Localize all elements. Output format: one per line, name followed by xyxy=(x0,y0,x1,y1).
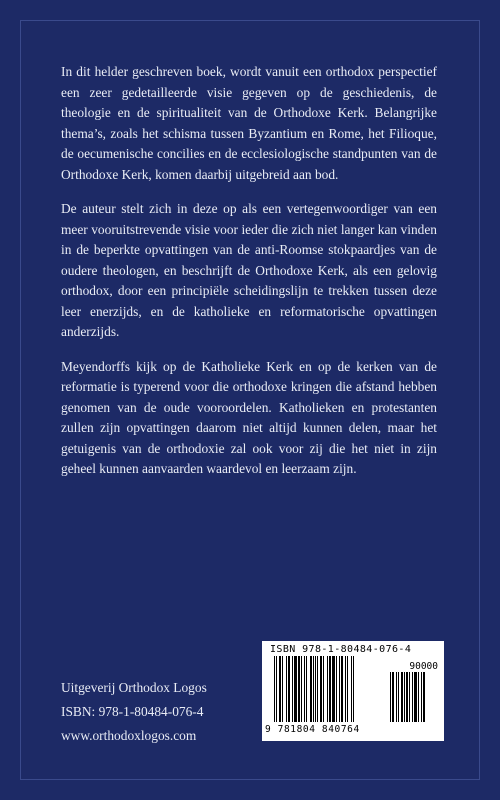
barcode-bars-main xyxy=(274,656,384,722)
blurb-paragraph-2: De auteur stelt zich in deze op als een vertegenwoordiger van een meer vooruitstrevende visie voor ieder die zich niet langer kan vinden in de beperkte opvattingen van de anti-Roomse stokpaardjes van de oudere theologen, en beschrijft de Orthodoxe Kerk, als een gelovig orthodox, door een principiële scheidingslijn te trekken tussen deze leer enerzijds, en de katholieke en reformatorische opvattingen anderzijds. xyxy=(61,201,437,339)
blurb-text xyxy=(61,62,437,494)
barcode-bars-addon xyxy=(390,672,440,722)
publisher-isbn: ISBN: 978-1-80484-076-4 xyxy=(61,704,204,719)
barcode-price-code: 90000 xyxy=(409,661,438,672)
publisher-website: www.orthodoxlogos.com xyxy=(61,728,197,743)
blurb-paragraph-1: In dit helder geschreven boek, wordt vanuit een orthodox perspectief een zeer gedetailleerde visie gegeven op de geschiedenis, de theologie en de spiritualiteit van de Orthodoxe Kerk. Belangrijke thema’s, zoals het schisma tussen Byzantium en Rome, het Filioque, de oecumenische concilies en de ecclesiologische standpunten van de Orthodoxe Kerk, komen daarbij uitgebreid aan bod. xyxy=(61,64,437,182)
blurb-paragraph-3: Meyendorffs kijk op de Katholieke Kerk en op de kerken van de reformatie is typerend voor die orthodoxe kringen die afstand hebben genomen van de oude vooroordelen. Katholieken en protestanten zullen zijn opvattingen daarom niet altijd kunnen delen, maar het getuigenis van de orthodoxie zal ook voor zij die het niet in zijn geheel kunnen aanvaarden waardevol en leerzaam zijn. xyxy=(61,358,437,476)
barcode-digits: 9 781804 840764 xyxy=(265,724,360,735)
publisher-name: Uitgeverij Orthodox Logos xyxy=(61,680,207,695)
barcode-bar xyxy=(353,656,354,722)
barcode-bar xyxy=(423,672,425,722)
publisher-info xyxy=(61,676,207,748)
barcode-isbn-label: ISBN 978-1-80484-076-4 xyxy=(270,644,412,655)
barcode xyxy=(262,641,444,741)
